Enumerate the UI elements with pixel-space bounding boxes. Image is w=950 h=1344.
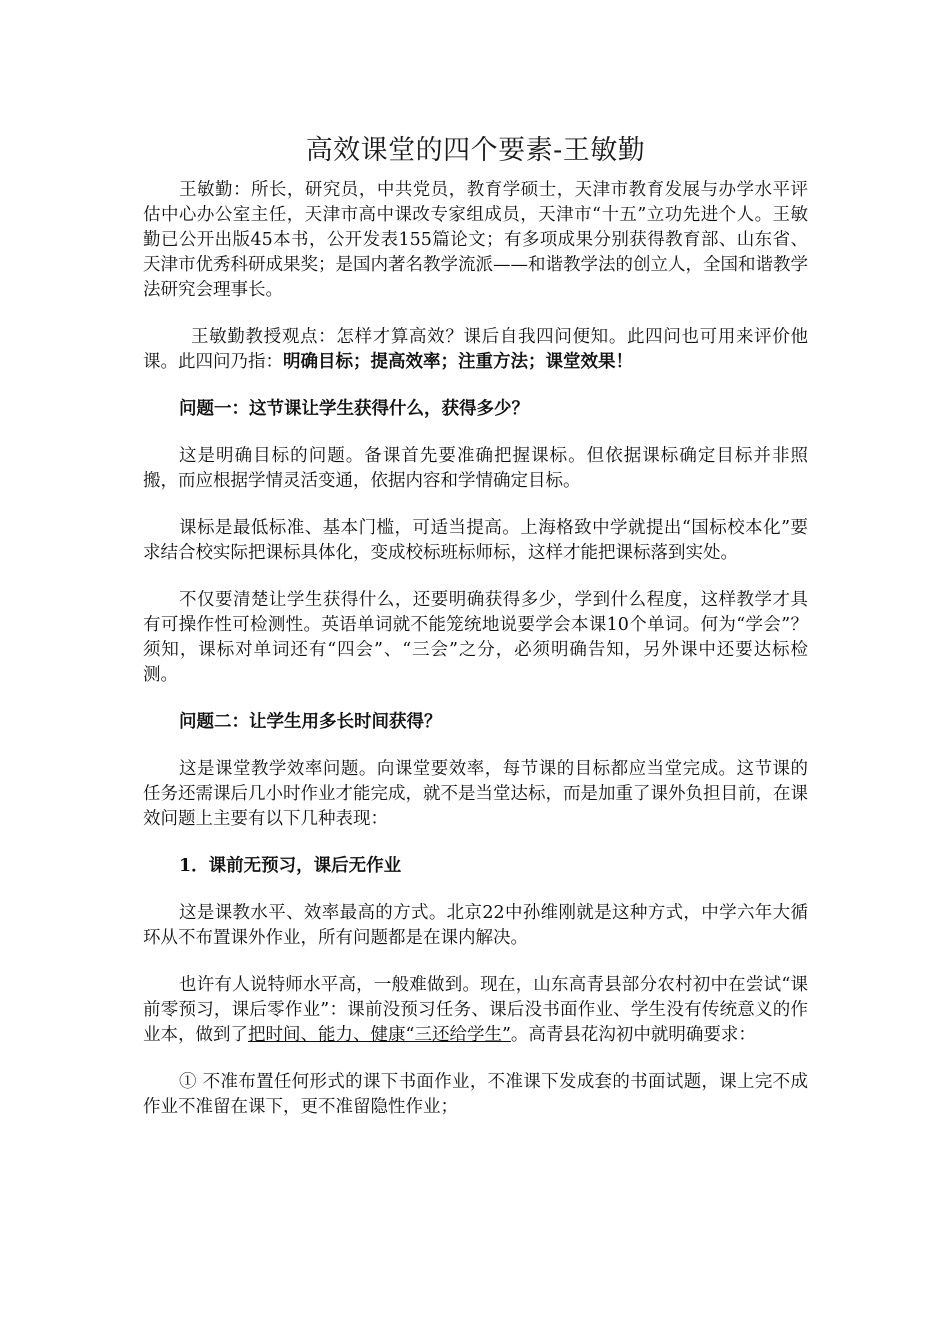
paragraph-text-before: 也许有人说特师水平高，一般难做到。现在，山东高青县部分农村初中在尝试“课前零预习，课后零作业”：课前没预习任务、课后没书面作业、学生没有传统意义的作业本，做到了 [143,975,808,1045]
rule-item-1: ① 不准布置任何形式的课下书面作业，不准课下发成套的书面试题，课上完不成作业不准留在课下，更不准留隐性作业； [143,1072,808,1117]
document-title: 高效课堂的四个要素-王敏勤 [305,135,646,166]
paragraph-text-after: 。高青县花沟初中就明确要求： [510,1025,756,1045]
question-two-paragraph-1: 这是课堂教学效率问题。向课堂要效率，每节课的目标都应当堂完成。这节课的任务还需课后几小时作业才能完成，就不是当堂达标，而是加重了课外负担目前，在课效问题上主要有以下几种表现： [143,759,808,829]
viewpoint-four-questions: 明确目标；提高效率；注重方法；课堂效果！ [283,352,633,372]
subheading-no-homework: 1．课前无预习，课后无作业 [179,856,402,876]
question-one-paragraph-2: 课标是最低标准、基本门槛，可适当提高。上海格致中学就提出“国标校本化”要求结合校实际把课标具体化，变成校标班标师标，这样才能把课标落到实处。 [143,518,808,563]
viewpoint-paragraph [143,325,808,375]
question-one-heading: 问题一：这节课让学生获得什么，获得多少？ [179,399,529,419]
subheading-paragraph-1: 这是课教水平、效率最高的方式。北京22中孙维刚就是这种方式，中学六年大循环从不布置课外作业，所有问题都是在课内解决。 [143,903,808,948]
author-intro-paragraph: 王敏勤：所长，研究员，中共党员，教育学硕士，天津市教育发展与办学水平评估中心办公室主任，天津市高中课改专家组成员，天津市“十五”立功先进个人。王敏勤已公开出版45本书，公开发表155篇论文；有多项成果分别获得教育部、山东省、天津市优秀科研成果奖；是国内著名教学流派——和谐教学法的创立人，全国和谐教学法研究会理事长。 [143,180,808,300]
underlined-phrase: 把时间、能力、健康“三还给学生” [248,1025,511,1045]
question-one-paragraph-1: 这是明确目标的问题。备课首先要准确把握课标。但依据课标确定目标并非照搬，而应根据学情灵活变通，依据内容和学情确定目标。 [143,446,808,491]
question-one-paragraph-3: 不仅要清楚让学生获得什么，还要明确获得多少，学到什么程度，这样教学才具有可操作性可检测性。英语单词就不能笼统地说要学会本课10个单词。何为“学会”？须知，课标对单词还有“四会”、“三会”之分，必须明确告知，另外课中还要达标检测。 [143,590,808,685]
subheading-paragraph-2 [143,973,808,1048]
question-two-heading: 问题二：让学生用多长时间获得？ [179,712,442,732]
document-page [143,128,808,1120]
viewpoint-text: 王敏勤教授观点：怎样才算高效？课后自我四问便知。此四问也可用来评价他课。此四问乃指： [143,327,808,372]
